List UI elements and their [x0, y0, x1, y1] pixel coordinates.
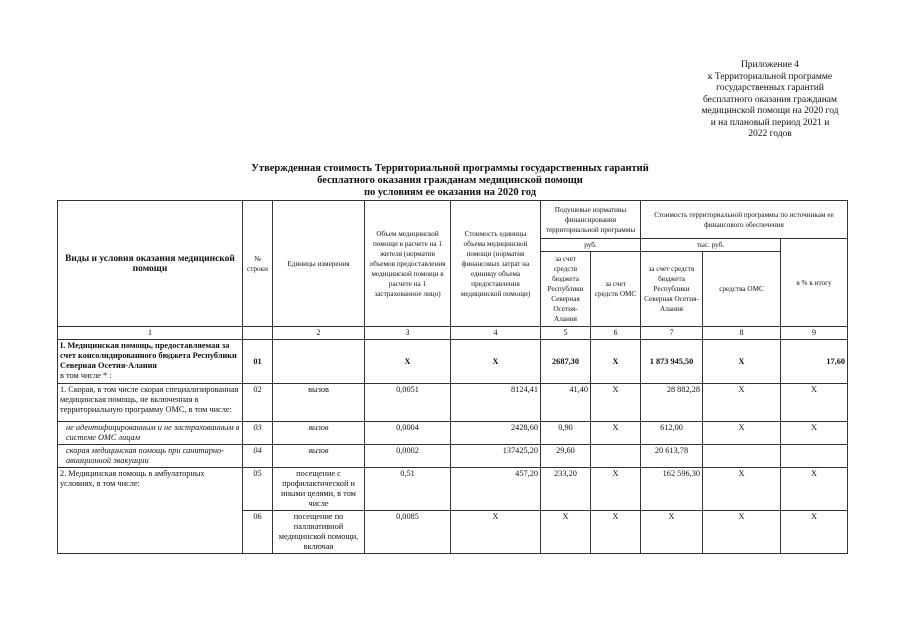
header-oms: за счет средств ОМС	[591, 252, 641, 327]
row-c8: X	[703, 468, 781, 511]
row-name: скорая медицинская помощь при санитарно-авиационной эвакуации	[58, 445, 243, 468]
row-c5: 233,20	[541, 468, 591, 511]
appendix-line: и на плановый период 2021 и	[710, 117, 830, 128]
header-per-capita: Подушевые нормативы финансирования территориальной программы	[541, 201, 641, 239]
row-c5: 0,90	[541, 422, 591, 445]
row-unit: вызов	[273, 422, 365, 445]
col-number: 7	[641, 327, 703, 340]
row-name: 2. Медицинская помощь в амбулаторных условиях, в том числе:	[58, 468, 243, 554]
row-unit: вызов	[273, 445, 365, 468]
col-number: 1	[58, 327, 243, 340]
table-row	[58, 445, 848, 468]
table-row	[58, 422, 848, 445]
row-volume: 0,0085	[365, 511, 451, 554]
row-c8: X	[703, 511, 781, 554]
row-c8: X	[703, 340, 781, 384]
row-volume: 0,51	[365, 468, 451, 511]
row-c6: X	[591, 340, 641, 384]
row-c5: 29,60	[541, 445, 591, 468]
row-cost: 457,20	[451, 468, 541, 511]
header-kinds: Виды и условия оказания медицинской помощи	[58, 201, 243, 327]
appendix-note	[640, 60, 900, 141]
row-cost: 8124,41	[451, 384, 541, 422]
header-unit-cost: Стоимость единицы объема медицинской помощи (норматив финансовых затрат на единицу объема предоставления медицинской помощи)	[451, 201, 541, 327]
header-rub: руб.	[541, 239, 641, 252]
row-cost: X	[451, 340, 541, 384]
header-program-cost: Стоимость территориальной программы по источникам ее финансового обеспечения	[641, 201, 848, 239]
header-percent: в % к итогу	[781, 239, 848, 327]
table-row	[58, 468, 848, 511]
row-c9	[781, 445, 848, 468]
col-number: 6	[591, 327, 641, 340]
row-unit: посещение по паллиативной медицинской помощи, включая	[273, 511, 365, 554]
header-unit: Единицы измерения	[273, 201, 365, 327]
header-oms-8: средства ОМС	[703, 252, 781, 327]
row-c9: 17,60	[781, 340, 848, 384]
row-unit: вызов	[273, 384, 365, 422]
header-budget-rso-7: за счет средств бюджета Республики Северная Осетия-Алания	[641, 252, 703, 327]
row-c6: X	[591, 511, 641, 554]
row-c7: 1 873 945,50	[641, 340, 703, 384]
row-c8	[703, 445, 781, 468]
appendix-line: медицинской помощи на 2020 год	[701, 106, 839, 116]
cost-table	[57, 200, 848, 554]
col-number: 4	[451, 327, 541, 340]
header-volume: Объем медицинской помощи в расчете на 1 жителя (норматив объемов предоставления медицинской помощи в расчете на 1 застрахованное лицо)	[365, 201, 451, 327]
col-number: 9	[781, 327, 848, 340]
row-c7: X	[641, 511, 703, 554]
row-c7: 162 596,30	[641, 468, 703, 511]
col-number: 8	[703, 327, 781, 340]
col-number: 5	[541, 327, 591, 340]
row-volume: 0,0051	[365, 384, 451, 422]
row-c6: X	[591, 384, 641, 422]
appendix-line: Приложение 4	[740, 60, 800, 70]
row-c7: 20 613,78	[641, 445, 703, 468]
row-unit: посещение с профилактической и иными целями, в том числе	[273, 468, 365, 511]
row-c6	[591, 445, 641, 468]
row-no: 05	[243, 468, 273, 511]
appendix-line: бесплатного оказания гражданам	[702, 94, 838, 105]
header-budget-rso: за счет средств бюджета Республики Северная Осетия-Алания	[541, 252, 591, 327]
title-line: Утвержденная стоимость Территориальной программы государственных гарантий	[251, 163, 649, 174]
row-c9: X	[781, 422, 848, 445]
appendix-line: государственных гарантий	[716, 83, 824, 93]
header-thousand-rub: тыс. руб.	[641, 239, 781, 252]
row-name-text: I. Медицинская помощь, предоставляемая за счет консолидированного бюджета Республики Северная Осетия-Алания	[60, 341, 237, 370]
row-name	[58, 340, 243, 384]
row-no: 01	[243, 340, 273, 384]
row-cost: 2428,60	[451, 422, 541, 445]
row-cost: 137425,20	[451, 445, 541, 468]
row-no: 03	[243, 422, 273, 445]
row-c8: X	[703, 422, 781, 445]
row-volume: 0,0004	[365, 422, 451, 445]
header-row-no: № строки	[243, 201, 273, 327]
row-c5: 2687,30	[541, 340, 591, 384]
row-c5: X	[541, 511, 591, 554]
col-number	[243, 327, 273, 340]
title-line: по условиям ее оказания на 2020 год	[363, 187, 537, 198]
row-c7: 28 882,28	[641, 384, 703, 422]
row-c9: X	[781, 468, 848, 511]
row-c7: 612,00	[641, 422, 703, 445]
row-volume: X	[365, 340, 451, 384]
row-no: 04	[243, 445, 273, 468]
appendix-line: к Территориальной программе	[707, 71, 833, 82]
row-name-sub: в том числе * :	[60, 371, 112, 380]
table-row	[58, 384, 848, 422]
row-volume: 0,0002	[365, 445, 451, 468]
row-name: 1. Скорая, в том числе скорая специализированная медицинская помощь, не включенная в территориальную программу ОМС, в том числе:	[58, 384, 243, 422]
row-c9: X	[781, 511, 848, 554]
row-name: не идентифицированным и не застрахованным в системе ОМС лицам	[58, 422, 243, 445]
appendix-line: 2022 годов	[748, 129, 792, 139]
title-line: бесплатного оказания гражданам медицинской помощи	[317, 175, 583, 186]
col-number: 3	[365, 327, 451, 340]
row-no: 06	[243, 511, 273, 554]
document-title	[200, 163, 700, 199]
row-no: 02	[243, 384, 273, 422]
row-unit	[273, 340, 365, 384]
col-number: 2	[273, 327, 365, 340]
row-c8: X	[703, 384, 781, 422]
row-c9: X	[781, 384, 848, 422]
table-row	[58, 340, 848, 384]
row-c5: 41,40	[541, 384, 591, 422]
row-c6: X	[591, 468, 641, 511]
column-numbers-row	[58, 327, 848, 340]
row-cost: X	[451, 511, 541, 554]
row-c6: X	[591, 422, 641, 445]
